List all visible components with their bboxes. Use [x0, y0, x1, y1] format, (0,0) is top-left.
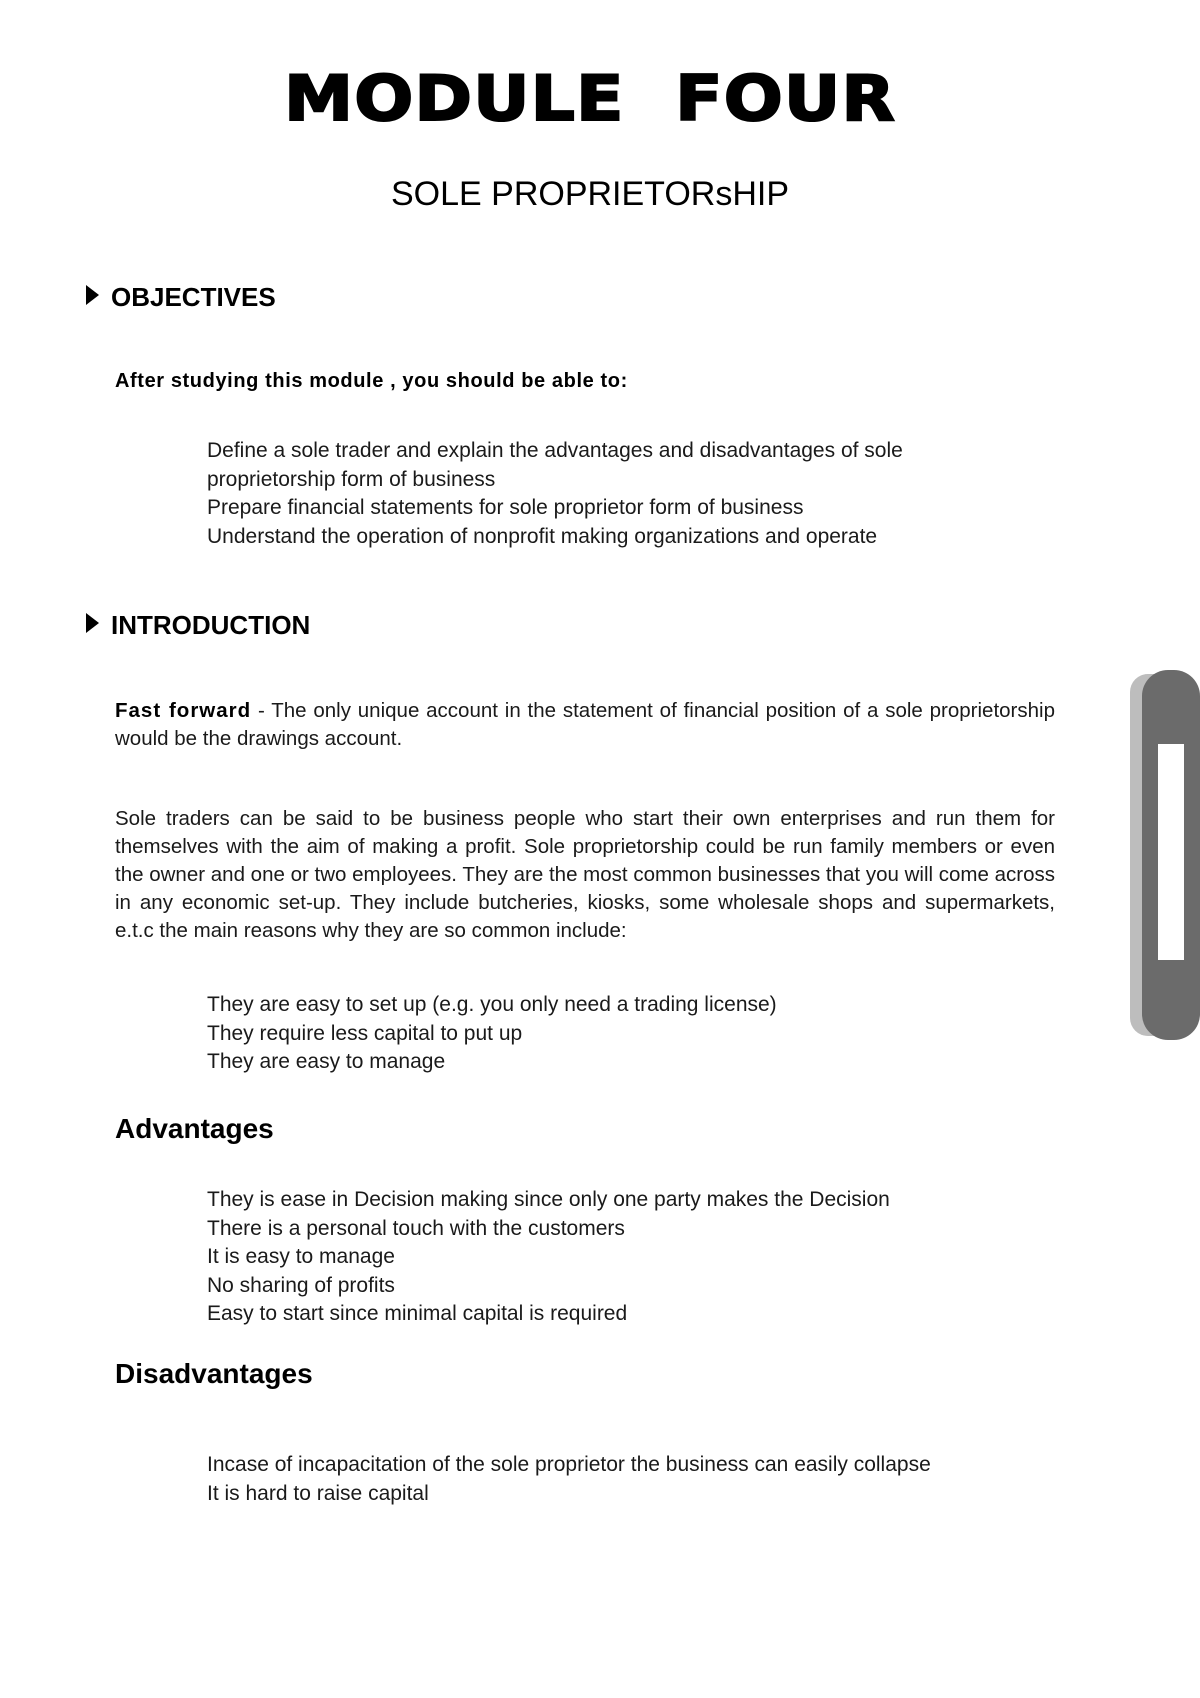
advantage-item: It is easy to manage	[207, 1245, 395, 1268]
advantage-item: They is ease in Decision making since only one party makes the Decision	[207, 1188, 890, 1211]
disadvantages-list	[207, 1451, 931, 1508]
objective-line: proprietorship form of business	[207, 467, 496, 491]
introduction-heading-label: INTRODUCTION	[111, 610, 311, 640]
page-side-tab	[1130, 670, 1200, 1040]
side-tab-body	[1142, 670, 1200, 1040]
objective-line: Define a sole trader and explain the advantages and disadvantages of sole	[207, 439, 903, 462]
objectives-heading-label: OBJECTIVES	[111, 282, 276, 312]
triangle-bullet-icon	[86, 613, 99, 633]
fast-forward-text: - The only unique account in the statement of financial position of a sole proprietorship would be the drawings account.	[115, 699, 1055, 750]
disadvantages-heading: Disadvantages	[115, 1358, 313, 1389]
advantage-item: No sharing of profits	[207, 1273, 395, 1297]
intro-paragraph: Sole traders can be said to be business people who start their own enterprises and run them for themselves with the aim of making a profit. Sole proprietorship could be run family members or even the owner and one or two employees. They are the most common businesses that you will come across in any economic set-up. They include butcheries, kiosks, some wholesale shops and supermarkets, e.t.c the main reasons why they are so common include:	[115, 807, 1055, 942]
reason-item: They require less capital to put up	[207, 1021, 523, 1045]
advantages-list	[207, 1186, 890, 1329]
disadvantage-item: It is hard to raise capital	[207, 1481, 429, 1505]
objectives-lead: After studying this module , you should be able to:	[115, 370, 628, 392]
objectives-heading	[86, 282, 276, 313]
fast-forward-paragraph	[115, 697, 1055, 753]
module-subtitle: SOLE PROPRIETORsHIP	[390, 175, 790, 213]
objectives-list	[207, 437, 903, 551]
objective-line: Understand the operation of nonprofit making organizations and operate	[207, 524, 878, 548]
objective-line: Prepare financial statements for sole proprietor form of business	[207, 496, 804, 519]
reason-item: They are easy to set up (e.g. you only need a trading license)	[207, 993, 777, 1016]
side-tab-window	[1158, 744, 1184, 960]
disadvantage-item: Incase of incapacitation of the sole proprietor the business can easily collapse	[207, 1453, 931, 1476]
fast-forward-label: Fast forward	[115, 699, 252, 722]
advantage-item: Easy to start since minimal capital is required	[207, 1302, 628, 1325]
advantages-heading: Advantages	[115, 1113, 274, 1144]
advantage-item: There is a personal touch with the customers	[207, 1216, 625, 1240]
introduction-heading	[86, 610, 310, 641]
triangle-bullet-icon	[86, 285, 99, 305]
module-title: MODULE FOUR	[284, 62, 896, 135]
reasons-list	[207, 991, 777, 1077]
reason-item: They are easy to manage	[207, 1050, 446, 1073]
